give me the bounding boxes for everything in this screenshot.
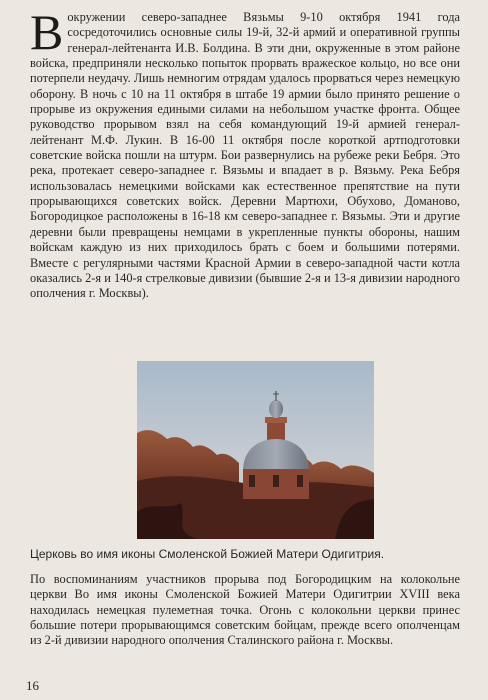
- body-paragraph-1-text: окружении северо-западнее Вязьмы 9-10 октября 1941 года сосредоточились основные силы 19-й, 32-й армий и оперативной группы генерал-лейтенанта И.В. Болдина. В эти дни, окруженные в этом районе войска, предприняли несколько попыток прорвать вражеское кольцо, но все они потерпели неудачу. Лишь немногим отрядам удалось прорваться через немецкую оборону. В ночь с 10 на 11 октября в штабе 19 армии было принято решение о прорыве из окружения едиными силами на небольшом участке фронта. Общее руководство прорывом взял на себя командующий 19-й армией генерал-лейтенант М.Ф. Лукин. В 16-00 11 октября после короткой артподготовки советские войска пошли на штурм. Бои развернулись на рубеже реки Бебря. Это река, протекает северо-западнее г. Вязьмы и впадает в р. Вязьму. Река Бебря использовалась немецкими войсками как естественное препятствие на пути прорывающихся советских войск. Деревни Мартюхи, Обухово, Доманово, Богородицкое расположены в 16-18 км северо-западнее г. Вязьмы. Эти и другие деревни были превращены немцами в укрепленные пункты обороны, нашим войскам каждую из них приходилось брать с боем и большими потерями. Вместе с регулярными частями Красной Армии в северо-западной части котла оказались 2-я и 140-я стрелковые дивизии (бывшие 2-я и 13-я дивизии народного ополчения г. Москвы).: [30, 10, 460, 301]
- page-number: 16: [26, 678, 39, 693]
- drop-cap-letter: В: [30, 4, 64, 60]
- body-paragraph-2: По воспоминаниям участников прорыва под Богородицким на колокольне церкви Во имя иконы Смоленской Божией Матери Одигитрии XVIII века находилась немецкая пулеметная точка. Огонь с колокольни церкви принес большие потери прорывающимся советским бойцам, прежде всего ополченцам из 2-й дивизии народного ополчения Сталинского района г. Москвы.: [30, 572, 460, 648]
- photo-caption: Церковь во имя иконы Смоленской Божией Матери Одигитрия.: [30, 547, 385, 561]
- body-paragraph-1: [30, 4, 460, 302]
- church-photo: [137, 361, 374, 539]
